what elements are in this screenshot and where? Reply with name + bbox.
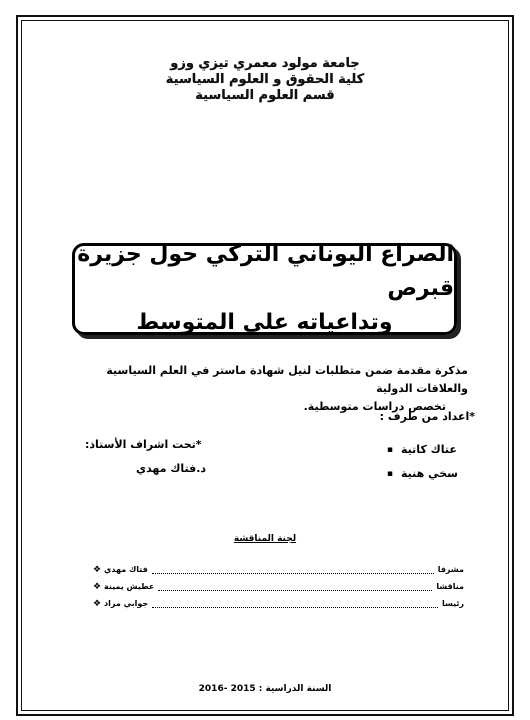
member-name: عطيش يمينة xyxy=(104,582,155,591)
member-role: رئيسا xyxy=(441,599,464,608)
square-bullet-icon: ▪ xyxy=(386,445,394,455)
member-name: فتاك مهدي xyxy=(104,565,148,574)
dotted-leader xyxy=(152,600,438,608)
student-item xyxy=(387,462,458,486)
department-name: قسم العلوم السياسية xyxy=(195,88,335,103)
diamond-bullet-icon: ❖ xyxy=(92,581,102,592)
university-name: جامعة مولود معمري تيزي وزو xyxy=(170,56,360,71)
dotted-leader xyxy=(158,583,432,591)
student-list xyxy=(387,438,458,486)
student-name: سخي هنية xyxy=(401,467,458,480)
academic-year: السنة الدراسية : 2015 -2016 xyxy=(198,684,332,694)
member-name: جوابي مراد xyxy=(104,599,149,608)
student-name: عتاك كاتية xyxy=(401,443,457,456)
institution-header xyxy=(60,56,470,104)
intro-line-1: مذكرة مقدمة ضمن متطلبات لنيل شهادة ماستر في العلم السياسية والعلاقات الدولية xyxy=(106,364,468,395)
supervisor-name: د.فتاك مهدي xyxy=(136,462,207,475)
committee-member xyxy=(90,561,464,578)
intro-line-2: تخصص دراسات متوسطية. xyxy=(303,400,446,413)
dotted-leader xyxy=(152,566,434,574)
member-role: مشرفا xyxy=(437,565,464,574)
supervisor-label: *تحت اشراف الأستاذ: xyxy=(85,438,202,451)
diamond-bullet-icon: ❖ xyxy=(92,564,102,575)
member-role: مناقشا xyxy=(436,582,464,591)
thesis-title-line-2: وتداعياته على المتوسط xyxy=(136,310,393,335)
committee-list xyxy=(90,561,464,612)
committee-heading: لجنة المناقشة xyxy=(233,534,297,544)
diamond-bullet-icon: ❖ xyxy=(92,598,102,609)
prepared-by-label: *اعداد من طرف : xyxy=(379,410,475,423)
square-bullet-icon: ▪ xyxy=(386,469,394,479)
thesis-intro xyxy=(60,362,468,416)
faculty-name: كلية الحقوق و العلوم السياسية xyxy=(165,72,365,87)
committee-member xyxy=(90,578,464,595)
student-item xyxy=(387,438,458,462)
thesis-title-line-1: الصراع اليوناني التركي حول جزيرة قبرص xyxy=(77,242,454,301)
thesis-title-box xyxy=(72,243,457,335)
committee-member xyxy=(90,595,464,612)
